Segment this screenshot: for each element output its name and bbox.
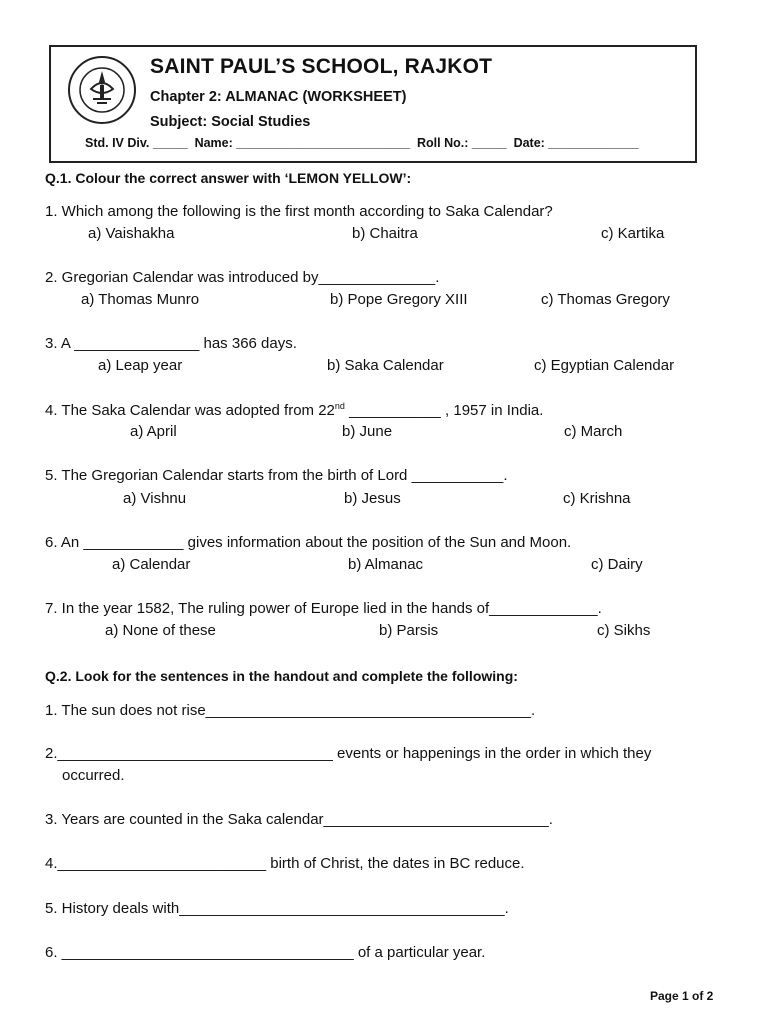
q1-3-option-a[interactable]: a) Leap year xyxy=(98,357,183,374)
std-div-field: Std. IV Div. _____ xyxy=(85,136,188,150)
q1-5-option-c[interactable]: c) Krishna xyxy=(563,490,631,507)
q1-5-option-a[interactable]: a) Vishnu xyxy=(123,490,187,507)
subject-line: Subject: Social Studies xyxy=(150,114,311,130)
q1-4-option-b[interactable]: b) June xyxy=(342,423,393,440)
name-field: Name: _________________________ xyxy=(194,136,411,150)
q1-7-option-b[interactable]: b) Parsis xyxy=(379,622,439,639)
q1-question-4: 4. The Saka Calendar was adopted from 22nd ___________ , 1957 in India. xyxy=(45,401,544,419)
q1-2-option-b[interactable]: b) Pope Gregory XIII xyxy=(330,291,468,308)
q2-item-2: 2._________________________________ events or happenings in the order in which they xyxy=(45,745,652,762)
q1-question-1: 1. Which among the following is the first month according to Saka Calendar? xyxy=(45,203,553,220)
q1-6-option-c[interactable]: c) Dairy xyxy=(591,556,643,573)
q1-question-3: 3. A _______________ has 366 days. xyxy=(45,335,297,352)
q2-item-4: 4._________________________ birth of Christ, the dates in BC reduce. xyxy=(45,855,525,872)
q1-question-2: 2. Gregorian Calendar was introduced by______________. xyxy=(45,269,440,286)
page-number: Page 1 of 2 xyxy=(650,989,714,1003)
q1-6-option-a[interactable]: a) Calendar xyxy=(112,556,191,573)
q2-heading: Q.2. Look for the sentences in the handout and complete the following: xyxy=(45,668,518,684)
q1-question-5: 5. The Gregorian Calendar starts from the birth of Lord ___________. xyxy=(45,467,508,484)
q1-7-option-a[interactable]: a) None of these xyxy=(105,622,216,639)
q2-item-2-continued: occurred. xyxy=(62,767,125,784)
student-info-row xyxy=(85,136,639,150)
date-field: Date: _____________ xyxy=(513,136,639,150)
q2-item-3: 3. Years are counted in the Saka calendar___________________________. xyxy=(45,811,553,828)
q2-item-1: 1. The sun does not rise_______________________________________. xyxy=(45,702,536,719)
school-name: SAINT PAUL’S SCHOOL, RAJKOT xyxy=(150,55,493,78)
q1-2-option-c[interactable]: c) Thomas Gregory xyxy=(541,291,670,308)
q1-4-option-a[interactable]: a) April xyxy=(130,423,177,440)
chapter-title: Chapter 2: ALMANAC (WORKSHEET) xyxy=(150,89,407,105)
q1-5-option-b[interactable]: b) Jesus xyxy=(344,490,401,507)
q1-3-option-c[interactable]: c) Egyptian Calendar xyxy=(534,357,675,374)
worksheet-header xyxy=(49,45,697,163)
q1-1-option-b[interactable]: b) Chaitra xyxy=(352,225,418,242)
q1-heading: Q.1. Colour the correct answer with ‘LEMON YELLOW’: xyxy=(45,170,412,186)
q2-item-5: 5. History deals with_______________________________________. xyxy=(45,900,509,917)
q2-item-6: 6. ___________________________________ of a particular year. xyxy=(45,944,486,961)
q1-2-option-a[interactable]: a) Thomas Munro xyxy=(81,291,200,308)
q1-3-option-b[interactable]: b) Saka Calendar xyxy=(327,357,444,374)
q1-1-option-c[interactable]: c) Kartika xyxy=(601,225,665,242)
q1-7-option-c[interactable]: c) Sikhs xyxy=(597,622,651,639)
q1-question-7: 7. In the year 1582, The ruling power of Europe lied in the hands of_____________. xyxy=(45,600,602,617)
q1-question-6: 6. An ____________ gives information about the position of the Sun and Moon. xyxy=(45,534,572,551)
school-logo-icon xyxy=(67,55,137,125)
q1-1-option-a[interactable]: a) Vaishakha xyxy=(88,225,175,242)
q1-6-option-b[interactable]: b) Almanac xyxy=(348,556,424,573)
roll-no-field: Roll No.: _____ xyxy=(417,136,507,150)
q1-4-option-c[interactable]: c) March xyxy=(564,423,623,440)
